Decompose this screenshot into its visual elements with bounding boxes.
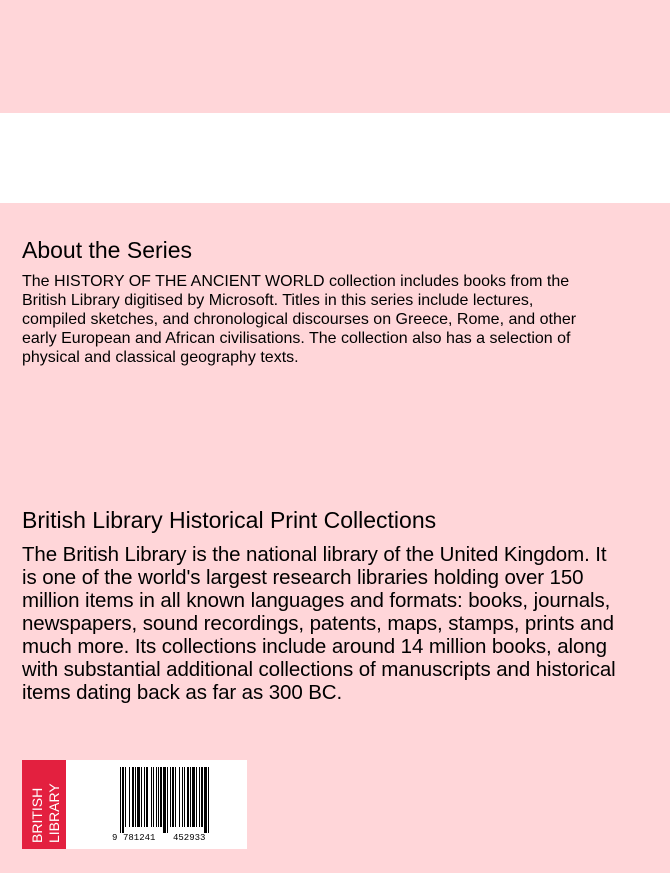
barcode-bars [120,767,209,833]
barcode-bar [170,767,171,827]
barcode-bar [146,767,148,827]
barcode-bar [141,767,142,827]
bl-collections-heading: British Library Historical Print Collections [22,507,437,533]
about-line: physical and classical geography texts. [22,349,299,366]
barcode-lead-digit: 9 [112,833,118,843]
barcode-bar [132,767,134,827]
bl-line: The British Library is the national library of the United Kingdom. It [22,543,607,566]
logo-text-library: LIBRARY [46,783,62,843]
bl-line: items dating back as far as 300 BC. [22,681,343,704]
barcode-group-1: 781241 [123,833,156,843]
barcode-bar [144,767,145,827]
british-library-logo-mark [22,760,66,849]
about-line: early European and African civilisations. The collection also has a selection of [22,330,571,347]
bl-line: newspapers, sound recordings, patents, maps, stamps, prints and [22,612,614,635]
bl-collections-text [22,543,652,704]
barcode-bar [163,767,166,833]
barcode-bar [135,767,136,827]
bl-line: million items in all known languages and formats: books, journals, [22,589,611,612]
white-band [0,113,670,203]
barcode-bar [179,767,180,827]
barcode-bar [122,767,124,833]
bl-collections-section [22,505,652,704]
barcode-bar [167,767,168,833]
barcode-bar [201,767,203,827]
barcode-bar [158,767,159,827]
about-series-heading: About the Series [22,237,193,263]
barcode-bar [196,767,197,827]
about-line: British Library digitised by Microsoft. Titles in this series include lectures, [22,292,534,309]
barcode-bar [125,767,126,827]
barcode-bar [182,767,183,827]
about-series-section [22,236,652,367]
barcode-group-2: 452933 [173,833,206,843]
about-line: compiled sketches, and chronological discourses on Greece, Rome, and other [22,311,577,328]
barcode-bar [184,767,185,827]
about-line: The HISTORY OF THE ANCIENT WORLD collection includes books from the [22,273,570,290]
barcode-bar [187,767,189,827]
footer-barcode-block [22,760,247,849]
bl-line: much more. Its collections include around 14 million books, along [22,635,607,658]
logo-text-british: BRITISH [29,787,45,843]
barcode-bar [208,767,209,833]
british-library-logo [22,760,66,849]
barcode-bar [190,767,191,827]
bl-line: with substantial additional collections of manuscripts and historical [22,658,616,681]
barcode-bar [204,767,207,833]
barcode-bar [120,767,121,833]
barcode-bar [199,767,200,827]
barcode-bar [160,767,162,827]
bl-line: is one of the world's largest research libraries holding over 150 [22,566,584,589]
isbn-barcode [112,767,226,843]
barcode-bar [172,767,174,827]
barcode-bar [151,767,152,827]
about-series-text [22,272,652,367]
barcode-bar [153,767,154,827]
barcode-bar [175,767,176,827]
barcode-bar [192,767,195,827]
barcode-bar [129,767,130,827]
barcode-bar [137,767,140,827]
barcode-bar [156,767,157,827]
top-background [0,0,670,113]
